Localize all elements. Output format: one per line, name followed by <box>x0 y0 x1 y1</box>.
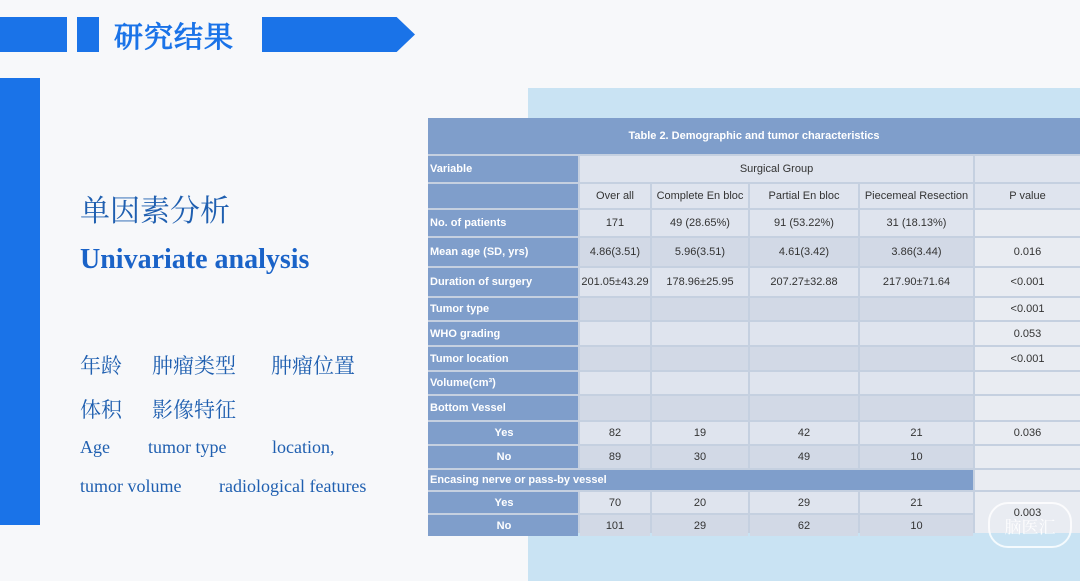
table-cell: 29 <box>652 515 748 536</box>
table-cell <box>580 322 650 345</box>
heading-en: Univariate analysis <box>80 244 310 275</box>
row-label: No <box>428 446 578 468</box>
row-label: Yes <box>428 422 578 444</box>
table-cell: <0.001 <box>975 268 1080 296</box>
table-cell: 0.016 <box>975 238 1080 266</box>
factor-tumor-type-en: tumor type <box>148 437 227 457</box>
table-cell: 49 (28.65%) <box>652 210 748 236</box>
table-cell <box>580 347 650 370</box>
row-label: Bottom Vessel <box>428 396 578 420</box>
row-label: WHO grading <box>428 322 578 345</box>
table-cell: 19 <box>652 422 748 444</box>
col-header: Partial En bloc <box>750 184 858 208</box>
group-header: Surgical Group <box>580 156 973 182</box>
col-header: P value <box>975 184 1080 208</box>
heading-cn: 单因素分析 <box>80 194 230 229</box>
table-cell <box>860 322 973 345</box>
table-cell <box>652 396 748 420</box>
table-cell: 217.90±71.64 <box>860 268 973 296</box>
table-cell <box>652 322 748 345</box>
table-cell: 89 <box>580 446 650 468</box>
table-cell: 30 <box>652 446 748 468</box>
table-cell: 0.053 <box>975 322 1080 345</box>
factor-location-en: location, <box>272 437 335 457</box>
header-bar-left <box>0 17 67 52</box>
table-cell <box>860 298 973 320</box>
col-header: Complete En bloc <box>652 184 748 208</box>
table-cell <box>975 396 1080 420</box>
variable-header: Variable <box>428 156 578 182</box>
row-label: Tumor location <box>428 347 578 370</box>
table-cell: 171 <box>580 210 650 236</box>
table-cell <box>750 322 858 345</box>
factor-tumor-type-cn: 肿瘤类型 <box>152 354 236 378</box>
table-cell: 21 <box>860 492 973 513</box>
header-blank <box>975 156 1080 182</box>
header-arrow-bar <box>262 17 415 52</box>
table-cell: 101 <box>580 515 650 536</box>
table-cell: 42 <box>750 422 858 444</box>
factor-radiological-en: radiological features <box>219 476 367 496</box>
row-label: Volume(cm³) <box>428 372 578 394</box>
table-cell <box>975 446 1080 468</box>
table-cell: 70 <box>580 492 650 513</box>
table-cell: 5.96(3.51) <box>652 238 748 266</box>
table-cell: 82 <box>580 422 650 444</box>
table-cell: 20 <box>652 492 748 513</box>
table-cell <box>860 396 973 420</box>
table-cell: 3.86(3.44) <box>860 238 973 266</box>
encasing-label: Encasing nerve or pass-by vessel <box>428 470 973 490</box>
table-cell: 49 <box>750 446 858 468</box>
table-cell: 31 (18.13%) <box>860 210 973 236</box>
table-cell <box>750 372 858 394</box>
table-cell: 10 <box>860 446 973 468</box>
encasing-blank <box>975 470 1080 490</box>
factor-volume-cn: 体积 <box>80 398 122 422</box>
table-cell: 0.036 <box>975 422 1080 444</box>
page-title: 研究结果 <box>114 20 235 54</box>
table-cell: 4.61(3.42) <box>750 238 858 266</box>
table-cell <box>750 347 858 370</box>
table-caption: Table 2. Demographic and tumor characteristics <box>428 118 1080 154</box>
table-cell <box>750 396 858 420</box>
data-table <box>428 118 1080 533</box>
col-header: Piecemeal Resection <box>860 184 973 208</box>
table-cell <box>652 372 748 394</box>
table-cell: 207.27±32.88 <box>750 268 858 296</box>
factor-imaging-cn: 影像特征 <box>152 398 236 422</box>
left-accent-bar <box>0 78 40 525</box>
table-cell <box>580 298 650 320</box>
table-cell <box>580 396 650 420</box>
table-cell: 91 (53.22%) <box>750 210 858 236</box>
factor-age-en: Age <box>80 437 110 457</box>
row-label: Duration of surgery <box>428 268 578 296</box>
table-cell <box>652 298 748 320</box>
row-label: No <box>428 515 578 536</box>
watermark-logo: 脑医汇 <box>988 502 1072 548</box>
table-cell <box>975 372 1080 394</box>
factor-location-cn: 肿瘤位置 <box>271 354 355 378</box>
header-blank-label <box>428 184 578 208</box>
encasing-p-value: 0.003 <box>975 492 1080 533</box>
table-cell <box>975 210 1080 236</box>
table-cell: 21 <box>860 422 973 444</box>
table-cell: 62 <box>750 515 858 536</box>
row-label: Yes <box>428 492 578 513</box>
table-cell: <0.001 <box>975 298 1080 320</box>
table-cell <box>860 372 973 394</box>
row-label: Tumor type <box>428 298 578 320</box>
table-cell: <0.001 <box>975 347 1080 370</box>
factor-age-cn: 年龄 <box>80 354 122 378</box>
col-header: Over all <box>580 184 650 208</box>
table-cell <box>860 347 973 370</box>
row-label: Mean age (SD, yrs) <box>428 238 578 266</box>
table-cell: 178.96±25.95 <box>652 268 748 296</box>
table-cell: 4.86(3.51) <box>580 238 650 266</box>
table-cell <box>580 372 650 394</box>
row-label: No. of patients <box>428 210 578 236</box>
table-cell: 10 <box>860 515 973 536</box>
table-cell: 201.05±43.29 <box>580 268 650 296</box>
table-cell <box>750 298 858 320</box>
header-bar-small <box>77 17 99 52</box>
table-cell <box>652 347 748 370</box>
table-cell: 29 <box>750 492 858 513</box>
factor-volume-en: tumor volume <box>80 476 182 496</box>
